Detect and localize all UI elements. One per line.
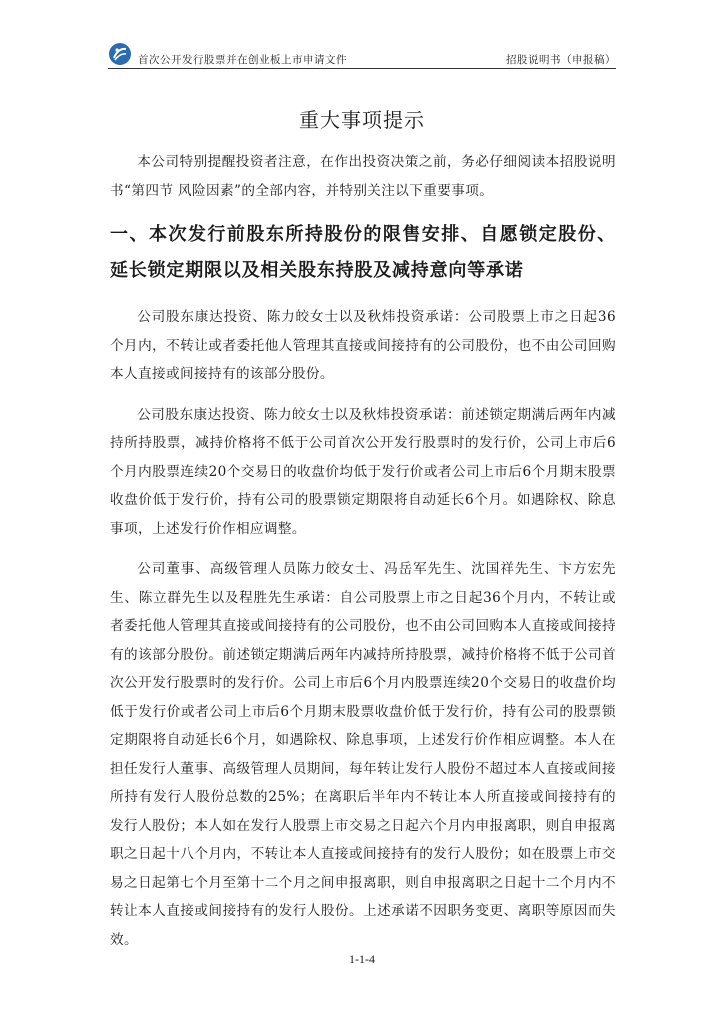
paragraph-3: 公司董事、高级管理人员陈力皎女士、冯岳军先生、沈国祥先生、卞方宏先生、陈立群先生以及程胜先生承诺：自公司股票上市之日起36个月内，不转让或者委托他人管理其直接或间接持有的公司股份，也不由公司回购本人直接或间接持有的该部分股份。前述锁定期满后两年内减持所持股票，减持价格将不低于公司首次公开发行股票时的发行价。公司上市后6个月内股票连续20个交易日的收盘价均低于发行价或者公司上市后6个月期末股票收盘价低于发行价，持有公司的股票锁定期限将自动延长6个月，如遇除权、除息事项，上述发行价作相应调整。本人在担任发行人董事、高级管理人员期间，每年转让发行人股份不超过本人直接或间接所持有发行人股份总数的25%；在离职后半年内不转让本人所直接或间接持有的发行人股份；本人如在发行人股票上市交易之日起六个月内申报离职，则自申报离职之日起十八个月内，不转让本人直接或间接持有的发行人股份；如在股票上市交易之日起第七个月至第十二个月之间申报离职，则自申报离职之日起十二个月内不转让本人直接或间接持有的发行人股份。上述承诺不因职务变更、离职等原因而失效。 [110, 561, 616, 948]
header-document-type: 招股说明书（申报稿） [506, 54, 616, 66]
company-logo-icon [108, 42, 132, 66]
paragraph-2: 公司股东康达投资、陈力皎女士以及秋炜投资承诺：前述锁定期满后两年内减持所持股票，减持价格将不低于公司首次公开发行股票时的发行价，公司上市后6个月内股票连续20个交易日的收盘价均低于发行价或者公司上市后6个月期末股票收盘价低于发行价，持有公司的股票锁定期限将自动延长6个月。如遇除权、除息事项，上述发行价作相应调整。 [110, 406, 616, 537]
header-document-title: 首次公开发行股票并在创业板上市申请文件 [138, 54, 347, 66]
page-number: 1-1-4 [349, 952, 375, 966]
header-divider [108, 68, 616, 69]
page-header [108, 40, 616, 68]
section-heading: 一、本次发行前股东所持股份的限售安排、自愿锁定股份、延长锁定期限以及相关股东持股及减持意向等承诺 [110, 224, 616, 281]
document-body [110, 148, 616, 954]
intro-paragraph: 本公司特别提醒投资者注意，在作出投资决策之前，务必仔细阅读本招股说明书“第四节 风险因素”的全部内容，并特别关注以下重要事项。 [110, 154, 616, 199]
page-title: 重大事项提示 [299, 108, 425, 132]
paragraph-1: 公司股东康达投资、陈力皎女士以及秋炜投资承诺：公司股票上市之日起36个月内，不转让或者委托他人管理其直接或间接持有的公司股份，也不由公司回购本人直接或间接持有的该部分股份。 [110, 309, 616, 382]
